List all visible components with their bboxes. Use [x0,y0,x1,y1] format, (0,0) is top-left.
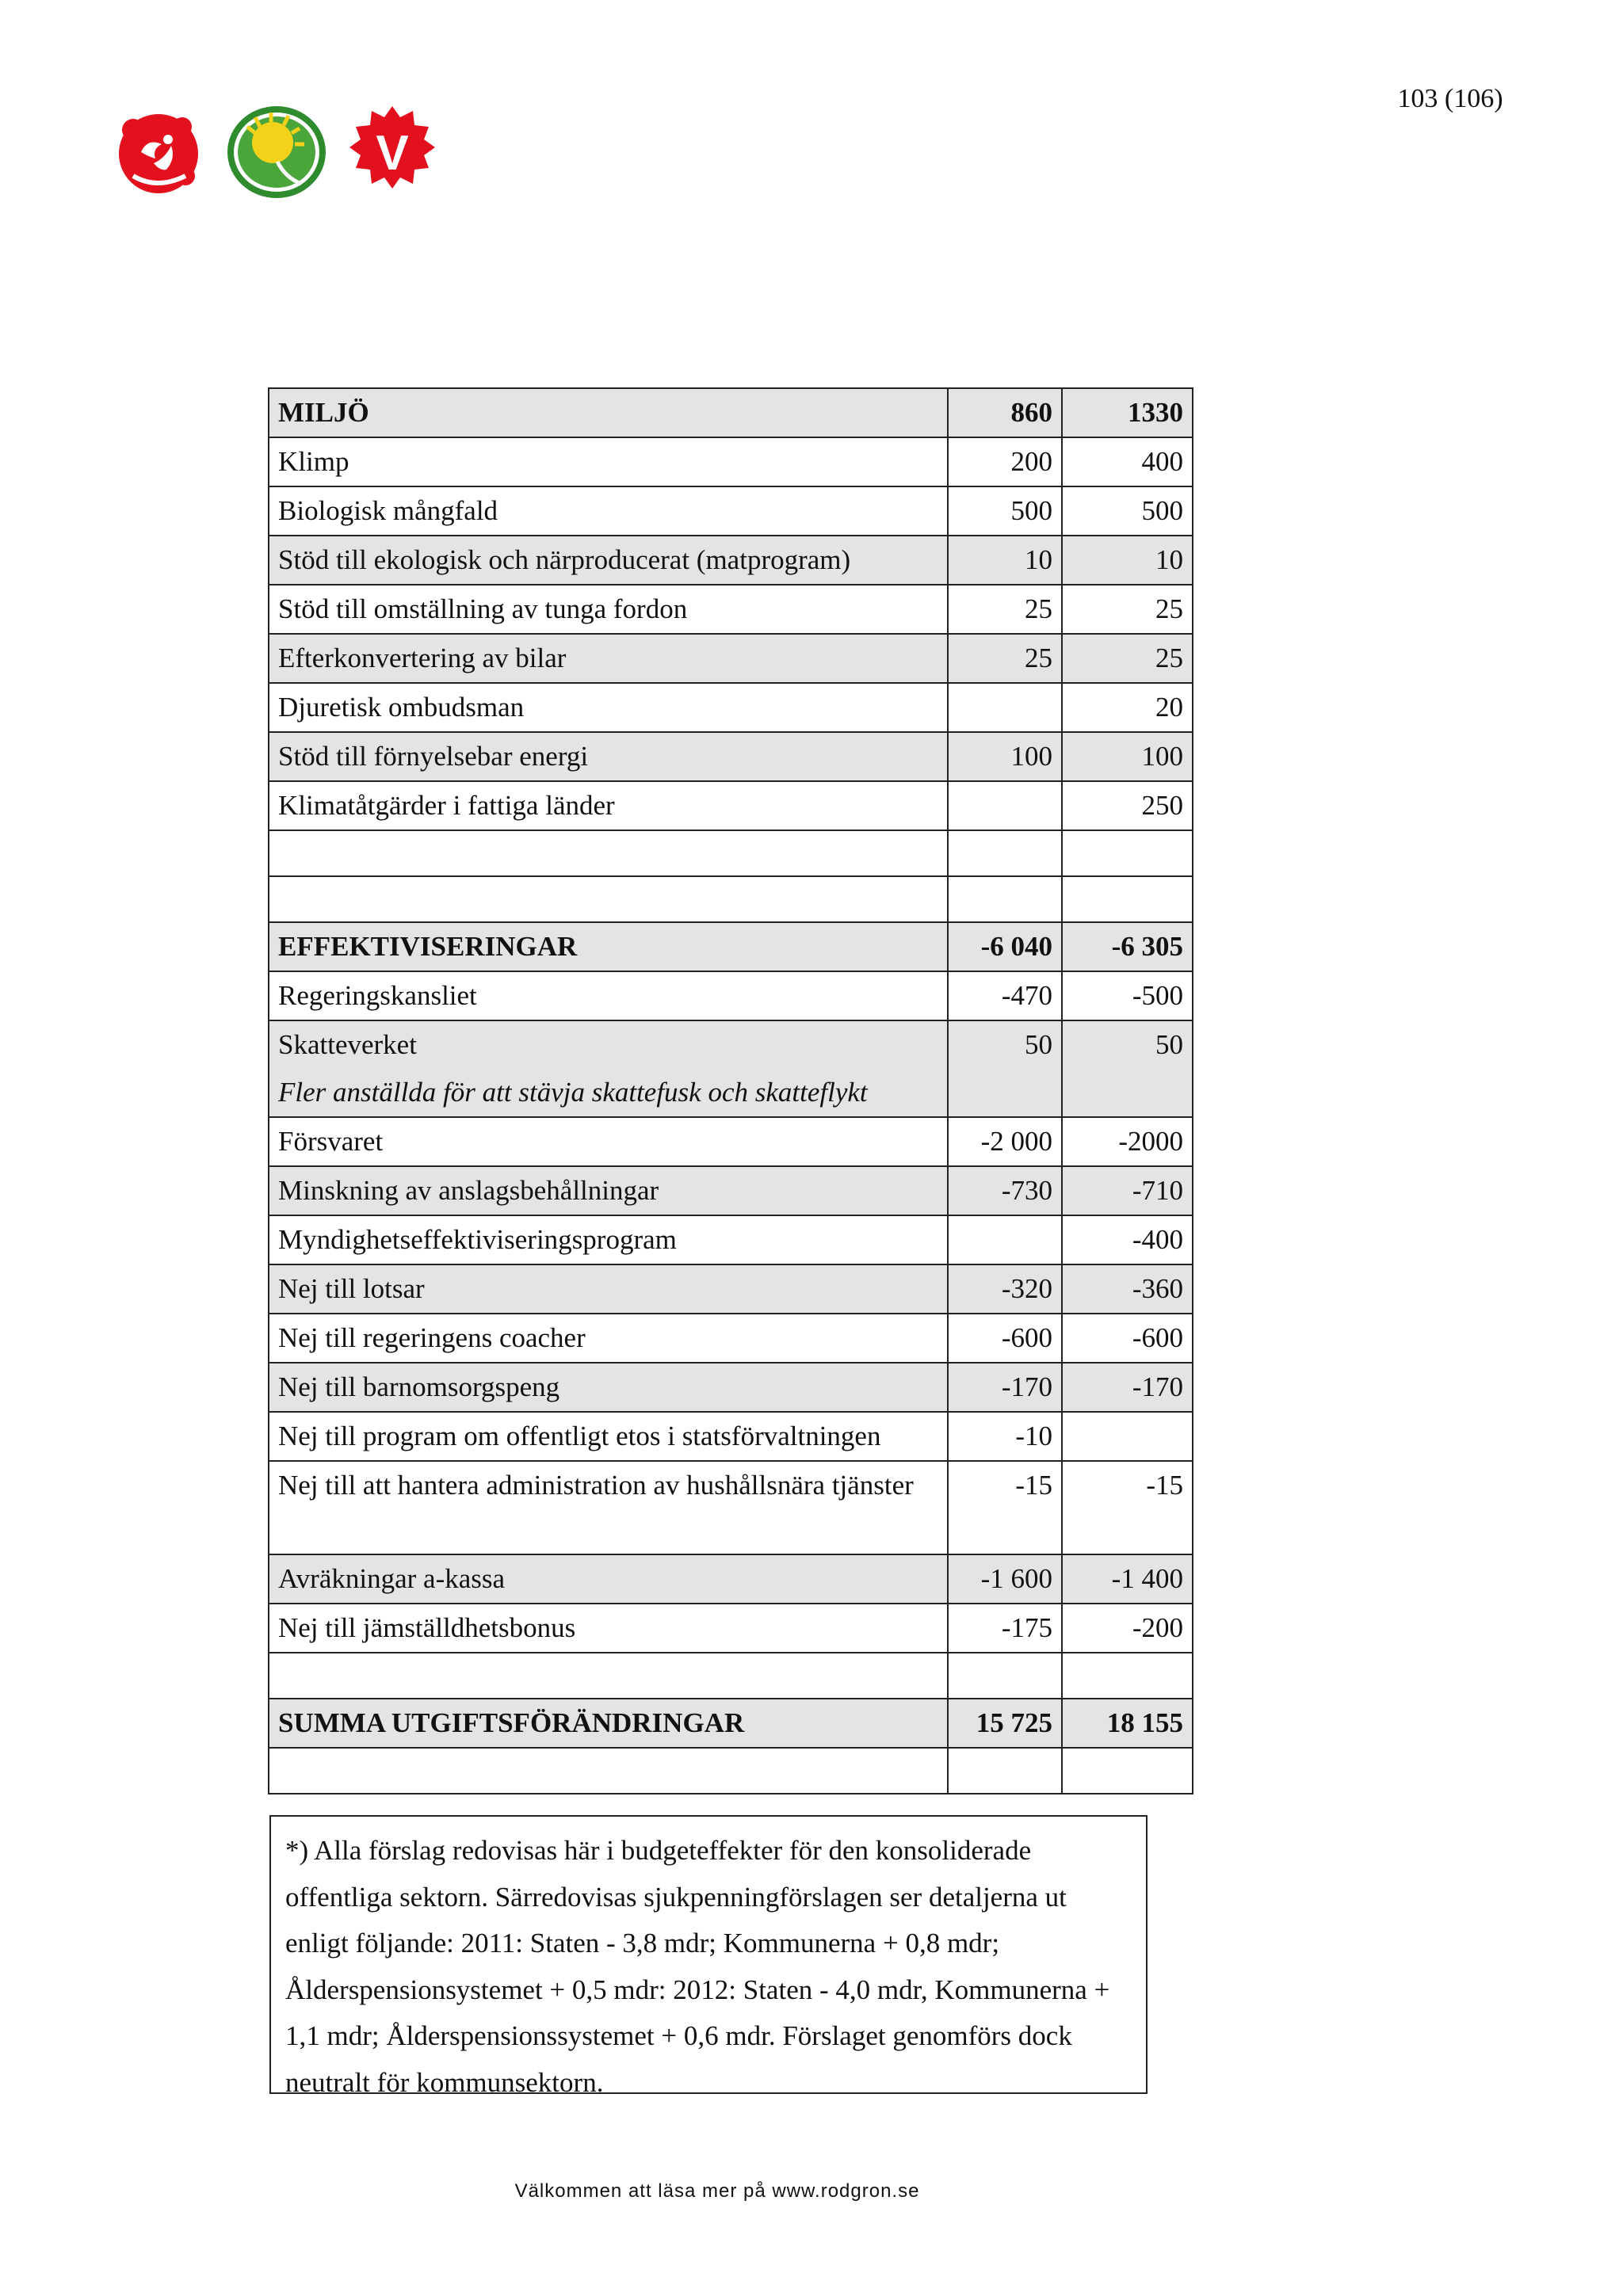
value-cell-2012: 100 [1062,732,1193,781]
value-cell-2012: 500 [1062,486,1193,536]
table-row [269,683,1193,732]
row-label-cell [269,1264,948,1314]
value-cell-2012: -600 [1062,1314,1193,1363]
value-cell-2012: 1330 [1062,388,1193,437]
value-cell-2011 [948,1215,1062,1264]
value-cell-2012: -710 [1062,1166,1193,1215]
table-row [269,830,1193,876]
row-label-cell [269,830,948,876]
row-label: Nej till regeringens coacher [278,1322,586,1353]
row-label: MILJÖ [278,397,369,428]
page-number: 103 (106) [1397,84,1503,113]
table-row [269,585,1193,634]
row-label-cell [269,1604,948,1653]
row-label-cell [269,388,948,437]
row-label-cell [269,1699,948,1748]
table-row [269,1699,1193,1748]
value-cell-2011 [948,781,1062,830]
budget-table [268,387,1193,1794]
value-cell-2011: -15 [948,1461,1062,1554]
table-row [269,1215,1193,1264]
value-cell-2012: 20 [1062,683,1193,732]
value-cell-2012 [1062,830,1193,876]
red-rose-logo [109,103,208,201]
table-row [269,1653,1193,1699]
table-row [269,1461,1193,1554]
red-carnation-v-logo [344,103,441,201]
value-cell-2011 [948,683,1062,732]
row-label: Djuretisk ombudsman [278,692,525,723]
row-label-cell [269,1166,948,1215]
value-cell-2011: 860 [948,388,1062,437]
row-label-cell [269,1363,948,1412]
svg-text:V: V [376,126,409,181]
row-label-cell [269,1215,948,1264]
value-cell-2011: 10 [948,536,1062,585]
row-label-cell [269,971,948,1020]
footnote-text: *) Alla förslag redovisas här i budgeteffekter för den konsoliderade offentliga sektorn. Särredovisas sjukpenningförslagen ser detaljerna ut enligt följande: 2011: Staten - 3,8 mdr; Kommunerna + 0,8 mdr; Ålderspensionsystemet + 0,5 mdr: 2012: Staten - 4,0 mdr, Kommunerna + 1,1 mdr; Ålderspensionssystemet + 0,6 mdr. Förslaget genomförs dock neutralt för kommunsektorn. [285,1835,1110,2098]
row-label: EFFEKTIVISERINGAR [278,931,578,962]
value-cell-2012 [1062,1748,1193,1794]
row-label: Minskning av anslagsbehållningar [278,1175,659,1206]
row-label-cell [269,1020,948,1117]
table-row [269,634,1193,683]
row-label-cell [269,1748,948,1794]
value-cell-2011 [948,1653,1062,1699]
table-row [269,536,1193,585]
row-label: Regeringskansliet [278,980,477,1011]
value-cell-2011 [948,830,1062,876]
table-row [269,1264,1193,1314]
value-cell-2012: -2000 [1062,1117,1193,1166]
value-cell-2011: -175 [948,1604,1062,1653]
row-label: Nej till att hantera administration av hushållsnära tjänster [278,1470,914,1501]
row-label-cell [269,876,948,922]
footer-text: Välkommen att läsa mer på www.rodgron.se [514,2180,920,2202]
table-row [269,732,1193,781]
row-label-cell [269,1653,948,1699]
value-cell-2011: -320 [948,1264,1062,1314]
value-cell-2012 [1062,1412,1193,1461]
row-label: Nej till lotsar [278,1273,425,1304]
value-cell-2011: -170 [948,1363,1062,1412]
value-cell-2012: -500 [1062,971,1193,1020]
row-label-cell [269,585,948,634]
value-cell-2012: -15 [1062,1461,1193,1554]
row-label: SUMMA UTGIFTSFÖRÄNDRINGAR [278,1707,745,1738]
value-cell-2011: -6 040 [948,922,1062,971]
value-cell-2012: -360 [1062,1264,1193,1314]
row-label: Klimp [278,446,349,477]
table-row [269,437,1193,486]
table-row [269,486,1193,536]
value-cell-2011: 200 [948,437,1062,486]
row-label: Biologisk mångfald [278,495,498,526]
value-cell-2011: -600 [948,1314,1062,1363]
row-label: Klimatåtgärder i fattiga länder [278,790,615,821]
row-label-cell [269,1117,948,1166]
value-cell-2011 [948,1748,1062,1794]
value-cell-2012: 250 [1062,781,1193,830]
value-cell-2012: -170 [1062,1363,1193,1412]
value-cell-2012: -6 305 [1062,922,1193,971]
row-label: Stöd till ekologisk och närproducerat (matprogram) [278,544,851,575]
table-row [269,1604,1193,1653]
row-label: Efterkonvertering av bilar [278,643,567,673]
table-row [269,922,1193,971]
row-label: Stöd till omställning av tunga fordon [278,593,688,624]
table-row [269,1020,1193,1117]
value-cell-2012: 400 [1062,437,1193,486]
table-row [269,781,1193,830]
table-row [269,1314,1193,1363]
value-cell-2011: -470 [948,971,1062,1020]
value-cell-2012: 25 [1062,634,1193,683]
row-label-cell [269,1554,948,1604]
row-label-cell [269,536,948,585]
row-label-cell [269,1412,948,1461]
table-row [269,388,1193,437]
row-label-cell [269,683,948,732]
value-cell-2012: 50 [1062,1020,1193,1117]
value-cell-2012: -1 400 [1062,1554,1193,1604]
table-row [269,1117,1193,1166]
value-cell-2011: -1 600 [948,1554,1062,1604]
row-label: Stöd till förnyelsebar energi [278,741,589,772]
value-cell-2012: 18 155 [1062,1699,1193,1748]
value-cell-2011: 100 [948,732,1062,781]
value-cell-2011: -10 [948,1412,1062,1461]
row-label-cell [269,634,948,683]
value-cell-2011: 50 [948,1020,1062,1117]
value-cell-2012 [1062,1653,1193,1699]
row-label: Försvaret [278,1126,384,1157]
row-label-cell [269,486,948,536]
value-cell-2011: -2 000 [948,1117,1062,1166]
row-label-cell [269,1461,948,1554]
row-label-cell [269,922,948,971]
value-cell-2011: 25 [948,634,1062,683]
table-row [269,1166,1193,1215]
table-row [269,1363,1193,1412]
table-row [269,876,1193,922]
table-row [269,1554,1193,1604]
value-cell-2011: 25 [948,585,1062,634]
row-label: Avräkningar a-kassa [278,1563,506,1594]
row-label: Nej till barnomsorgspeng [278,1371,560,1402]
table-row [269,1412,1193,1461]
value-cell-2012: 10 [1062,536,1193,585]
value-cell-2012: 25 [1062,585,1193,634]
value-cell-2012: -200 [1062,1604,1193,1653]
table-row [269,1748,1193,1794]
row-label-cell [269,437,948,486]
value-cell-2012 [1062,876,1193,922]
table-row [269,971,1193,1020]
footnote-box [269,1815,1148,2098]
dandelion-logo [225,103,328,201]
value-cell-2011 [948,876,1062,922]
row-label-cell [269,732,948,781]
row-label-cell [269,781,948,830]
value-cell-2011: 500 [948,486,1062,536]
value-cell-2011: 15 725 [948,1699,1062,1748]
row-label: Nej till program om offentligt etos i statsförvaltningen [278,1421,881,1451]
row-sublabel: Fler anställda för att stävja skattefusk och skatteflykt [278,1077,868,1108]
row-label: Skatteverket [278,1029,417,1060]
value-cell-2011: -730 [948,1166,1062,1215]
value-cell-2012: -400 [1062,1215,1193,1264]
row-label-cell [269,1314,948,1363]
row-label: Myndighetseffektiviseringsprogram [278,1224,677,1255]
row-label: Nej till jämställdhetsbonus [278,1612,576,1643]
